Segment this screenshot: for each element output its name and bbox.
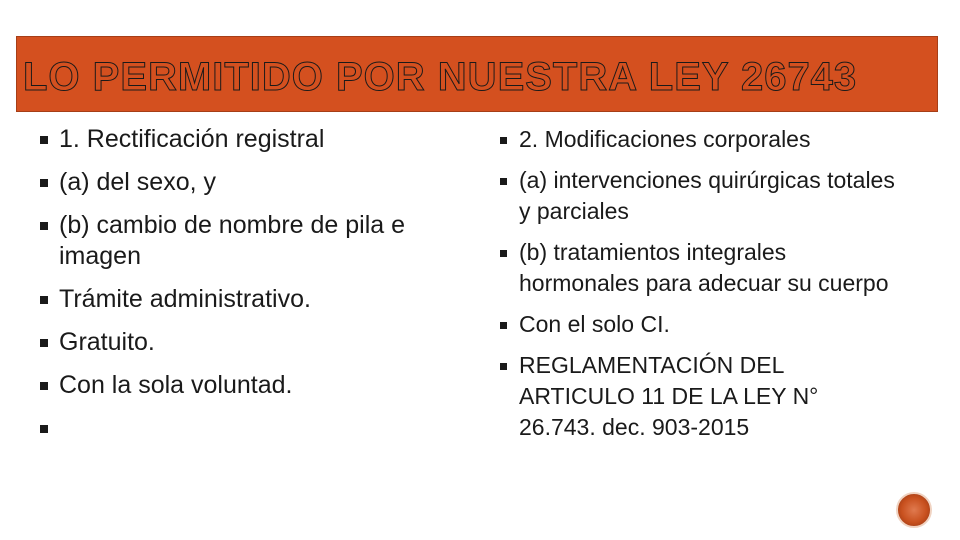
bullet-tramite bbox=[40, 284, 460, 315]
bullet-ci bbox=[500, 309, 900, 340]
left-bullet-list bbox=[40, 124, 460, 413]
bullet-rectificacion bbox=[40, 124, 460, 155]
square-bullet-icon bbox=[500, 322, 507, 329]
square-bullet-icon bbox=[40, 382, 48, 390]
bullet-intervenciones bbox=[500, 165, 900, 227]
bullet-text: (b) tratamientos integrales hormonales para adecuar su cuerpo bbox=[519, 239, 889, 296]
square-bullet-icon bbox=[40, 222, 48, 230]
square-bullet-icon bbox=[40, 296, 48, 304]
square-bullet-icon bbox=[500, 178, 507, 185]
seal-icon bbox=[896, 492, 932, 528]
bullet-text: 1. Rectificación registral bbox=[59, 125, 325, 153]
square-bullet-icon bbox=[40, 136, 48, 144]
square-bullet-icon bbox=[40, 425, 48, 433]
square-bullet-icon bbox=[40, 179, 48, 187]
bullet-text: REGLAMENTACIÓN DEL ARTICULO 11 DE LA LEY N° 26.743. dec. 903-2015 bbox=[519, 352, 819, 440]
bullet-text: Gratuito. bbox=[59, 328, 155, 356]
title-bar bbox=[16, 36, 938, 112]
bullet-voluntad bbox=[40, 370, 460, 401]
right-bullet-list bbox=[500, 124, 900, 453]
bullet-text: Con el solo CI. bbox=[519, 311, 670, 337]
bullet-text: (a) del sexo, y bbox=[59, 168, 217, 196]
slide-title: LO PERMITIDO POR NUESTRA LEY 26743 bbox=[23, 55, 858, 99]
bullet-gratuito bbox=[40, 327, 460, 358]
bullet-text: Con la sola voluntad. bbox=[59, 371, 293, 399]
bullet-tratamientos bbox=[500, 237, 900, 299]
square-bullet-icon bbox=[500, 250, 507, 257]
bullet-text: (b) cambio de nombre de pila e imagen bbox=[59, 211, 406, 270]
bullet-text: (a) intervenciones quirúrgicas totales y parciales bbox=[519, 167, 895, 224]
bullet-modificaciones bbox=[500, 124, 900, 155]
bullet-nombre bbox=[40, 210, 460, 272]
bullet-sexo bbox=[40, 167, 460, 198]
bullet-text: Trámite administrativo. bbox=[59, 285, 311, 313]
square-bullet-icon bbox=[40, 339, 48, 347]
square-bullet-icon bbox=[500, 137, 507, 144]
square-bullet-icon bbox=[500, 363, 507, 370]
bullet-text: 2. Modificaciones corporales bbox=[519, 126, 811, 152]
bullet-reglamentacion bbox=[500, 350, 900, 443]
